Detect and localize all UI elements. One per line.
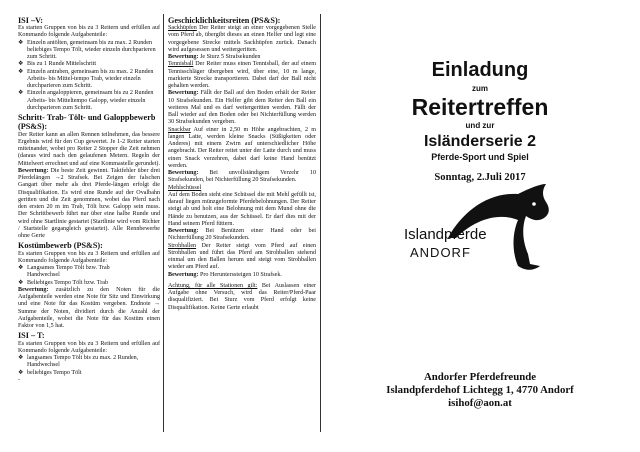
paragraph: [168, 90, 316, 126]
indented-text: Handwechsel: [27, 362, 60, 369]
label-bold: Bewertung:: [168, 170, 199, 177]
paragraph: [168, 243, 316, 272]
bullet-icon: ❖: [18, 369, 24, 376]
column-divider: [163, 14, 164, 432]
address-email: isihof@aon.at: [448, 397, 512, 409]
paragraph-text: Auf dem Boden steht eine Schüssel die mit Mehl gefüllt ist, darauf liegen münzgeformte Pferdebelohnungen. Der Reiter steigt ab und holt eine Belohnung mit dem Mund ohne die Hände zu benutzen, aus der Schüssel. Er darf dies mit der Hand seinem Pferd füttern.: [168, 191, 316, 227]
section-heading: ISI –V:: [18, 16, 43, 25]
bullet-icon: ❖: [18, 61, 24, 68]
paragraph-text: Der Reiter steigt vom Pferd auf einen Strohballen und führt das Pferd am Strohballen stehend einmal um den Ballen herum und steigt vom Strohballen wieder am Pferd auf.: [168, 242, 316, 271]
paragraph-text: -: [18, 376, 21, 383]
paragraph: [168, 272, 316, 279]
label-underlined: Sackhüpfen: [168, 25, 197, 32]
bullet-item: [18, 40, 160, 62]
address-club: Andorfer Pferdefreunde: [423, 371, 537, 383]
paragraph-text: Fällt der Ball auf den Boden erhält der Reiter 10 Strafsekunden. Ein Helfer gibt dem Reiter den Ball ein weiteres Mal und es darf weitergeritten werden. Fällt der Ball wieder auf den Boden oder bei Nichterfüllung werden 30 Strafsekunden vergeben.: [168, 90, 316, 126]
label-underlined: Snackbar: [168, 126, 191, 133]
paragraph: [18, 251, 160, 266]
paragraph: [18, 132, 160, 168]
paragraph: [168, 283, 316, 312]
bullet-icon: ❖: [18, 279, 24, 286]
subtitle: Pferde-Sport und Spiel: [431, 152, 529, 162]
section-heading: Schritt- Trab- Tölt- und Galoppbewerb (PS&S):: [18, 113, 156, 132]
paragraph-text: Auf einer in 2,50 m Höhe angebrachten, 2 m langen Latte, werden kleine Snacks (Süßigkeiten oder Anderes) mit einem Zwirn auf unterschiedlicher Höhe angebracht. Der Reiter reitet unter der Latte durch und muss einen Snack verzehren, dabei darf keine Hand benützt werden.: [168, 126, 316, 169]
islandpferde-logo: [400, 168, 560, 292]
logo-text-islandpferde: Islandpferde: [404, 226, 487, 243]
paragraph: [168, 192, 316, 228]
paragraph-text: Bei Auslassen einer Aufgabe ohne Versuch, wird das Reiter/Pferd-Paar disqualifiziert. Bei Sturz vom Pferd erfolgt keine Disqualifikation. Keine Gerte erlaubt: [168, 282, 317, 311]
paragraph: [18, 287, 160, 331]
paragraph: [168, 61, 316, 90]
paragraph-text: Je Sturz 5 Strafsekunden: [198, 54, 261, 61]
paragraph-text: Es starten Gruppen von bis zu 3 Reitern und erfüllen auf Kommando folgende Aufgabenteile:: [18, 250, 160, 264]
section-heading: Kostümbewerb (PS&S):: [18, 241, 103, 251]
bullet-icon: ❖: [18, 39, 24, 46]
bullet-item: [18, 280, 160, 287]
section-heading: ISI – T:: [18, 331, 45, 341]
indented-text: Handwechsel: [27, 272, 60, 279]
paragraph-text: Der Reiter muss einen Tennisball, der auf einem Tennisschläger übergeben wird, über eine, 10 m lange, markierte Strecke transportieren. Dabei darf der Ball nicht gehalten werden.: [168, 61, 316, 90]
logo-text-andorf: ANDORF: [410, 245, 471, 260]
bullet-icon: ❖: [18, 90, 24, 97]
label-bold: Bewertung:: [18, 286, 49, 293]
paragraph: [168, 127, 316, 171]
bullet-text: Einzeln antraben, gemeinsam bis zu max. 2 Runden Arbeits- bis Mittel-tempo Trab, wieder einzeln durchparieren zum Schritt.: [27, 68, 154, 90]
address-street: Islandpferdehof Lichtegg 1, 4770 Andorf: [386, 384, 574, 396]
paragraph: [168, 25, 316, 54]
label-bold: Bewertung:: [168, 90, 199, 97]
paragraph: [168, 185, 316, 192]
bullet-text: beliebiges Tempo Tölt: [27, 369, 82, 376]
paragraph-text: zusätzlich zu den Noten für die Aufgabenteile werden eine Note für Sitz und Einwirkung und eine Note für das Kostüm vergeben. Endnote → Summe der Noten, dividiert durch die Anzahl der Aufgabenteile, wobei die Note für das Kostüm einen Faktor von 1,5 hat.: [18, 286, 160, 330]
label-bold: Bewertung:: [168, 54, 199, 61]
bullet-item: [18, 355, 160, 362]
bullet-text: Einzeln antölten, gemeinsam bis zu max. 2 Runden beliebiges Tempo Tölt, wieder einzeln durchparieren zum Schritt.: [27, 39, 156, 61]
column-middle: [168, 16, 316, 312]
paragraph: [18, 25, 160, 40]
paragraph: [18, 168, 160, 241]
bullet-item: [18, 265, 160, 272]
paragraph-text: Bei unvollständigem Verzehr 10 Strafsekunden, bei Nichterfüllung 20 Strafsekunden.: [168, 170, 316, 184]
bullet-item: [18, 69, 160, 91]
paragraph-text: Bei Benützen einer Hand oder bei Nichterfüllung 20 Strafsekunden.: [168, 228, 316, 242]
paragraph-text: Der Reiter kann an allen Rennen teilnehmen, das bessere Ergebnis wird für den Cup gewertet. Je 1-2 Reiter starten miteinander, wobei pro Reiter 2 Stopper die Zeit nehmen (daraus wird nach den gelaufenen Metern. Regeln der Mittelwert errechnet und auf eine Kommastelle gerundet).: [18, 131, 160, 167]
paragraph-text: Die beste Zeit gewinnt. Taktfehler über drei Pferdelängen →2 Strafsek. Bei Zeigen der falschen Gangart über mehr als drei Pferde-längen erfolgt die Disqualifikation. Es wird eine Runde auf der Ovalbahn geritten und die Zeit genommen, wobei das Pferd nach den ersten 20 m im Trab, Tölt bzw. Galopp sein muss. Der Schrittbewerb führt nur über eine halbe Runde und wird ohne Startlinie gestartet (Startlinie wird vom Richter / Startstelle gegangleich gestartet). Alle Rennbewerbe ohne Gerte: [18, 167, 160, 240]
bullet-text: langsames Tempo Tölt bis zu max. 2 Runden,: [27, 355, 139, 362]
bullet-icon: ❖: [18, 265, 24, 272]
paragraph-text: Es starten Gruppen von bis zu 3 Reitern und erfüllen auf Kommando folgende Aufgabenteile:: [18, 25, 160, 39]
label-underlined: Mehlschüssel: [168, 184, 202, 191]
paragraph: [168, 228, 316, 243]
label-underlined: Achtung, für alle Stationen gilt:: [168, 282, 258, 289]
bullet-item: [18, 90, 160, 112]
paragraph: [18, 377, 160, 384]
bullet-text: Beliebiges Tempo Tölt bzw. Trab: [27, 279, 109, 286]
label-underlined: Tennisball: [168, 61, 194, 68]
bullet-text: Langsames Tempo Tölt bzw. Trab: [27, 265, 110, 272]
column-left: [18, 16, 160, 384]
label-underlined: Strohballen: [168, 242, 197, 249]
text-zum: zum: [472, 84, 488, 93]
paragraph: [168, 170, 316, 185]
bullet-item: [18, 61, 160, 68]
paragraph-text: Pro Herunterssteigen 10 Strafsek.: [198, 271, 282, 278]
label-bold: Bewertung:: [18, 167, 49, 174]
label-bold: Bewertung:: [168, 228, 199, 235]
title-islaenderserie: Isländerserie 2: [423, 133, 537, 150]
paragraph-text: Der Reiter steigt an einer vorgegebenen Stelle vom Pferd ab, übergibt dieses an einen Helfer und legt eine vorgegebene Strecke mittels Sackhüpfen zurück. Danach wird aufgesessen und weitergeritten.: [168, 25, 316, 53]
bullet-icon: ❖: [18, 355, 24, 362]
paragraph-text: Es starten Gruppen von bis zu 3 Reitern und erfüllen auf Kommando folgende Aufgabenteile:: [18, 340, 160, 354]
column-divider: [320, 14, 321, 432]
bullet-text: Bis zu 1 Runde Mittelschritt: [27, 61, 97, 68]
paragraph: [18, 341, 160, 356]
title-einladung: Einladung: [431, 59, 529, 81]
section-heading: Geschicklichkeitsreiten (PS&S):: [168, 16, 281, 25]
event-date: Sonntag, 2.Juli 2017: [434, 172, 526, 183]
bullet-icon: ❖: [18, 68, 24, 75]
label-bold: Bewertung:: [168, 271, 199, 278]
title-reitertreffen: Reitertreffen: [411, 94, 549, 120]
bullet-text: Einzeln angaloppieren, gemeinsam bis zu 2 Runden Arbeits- bis Mitteltempo Galopp, wieder einzeln durchparieren zum Schritt.: [27, 90, 154, 111]
text-und-zur: und zur: [465, 121, 495, 130]
bullet-item: [18, 370, 160, 377]
